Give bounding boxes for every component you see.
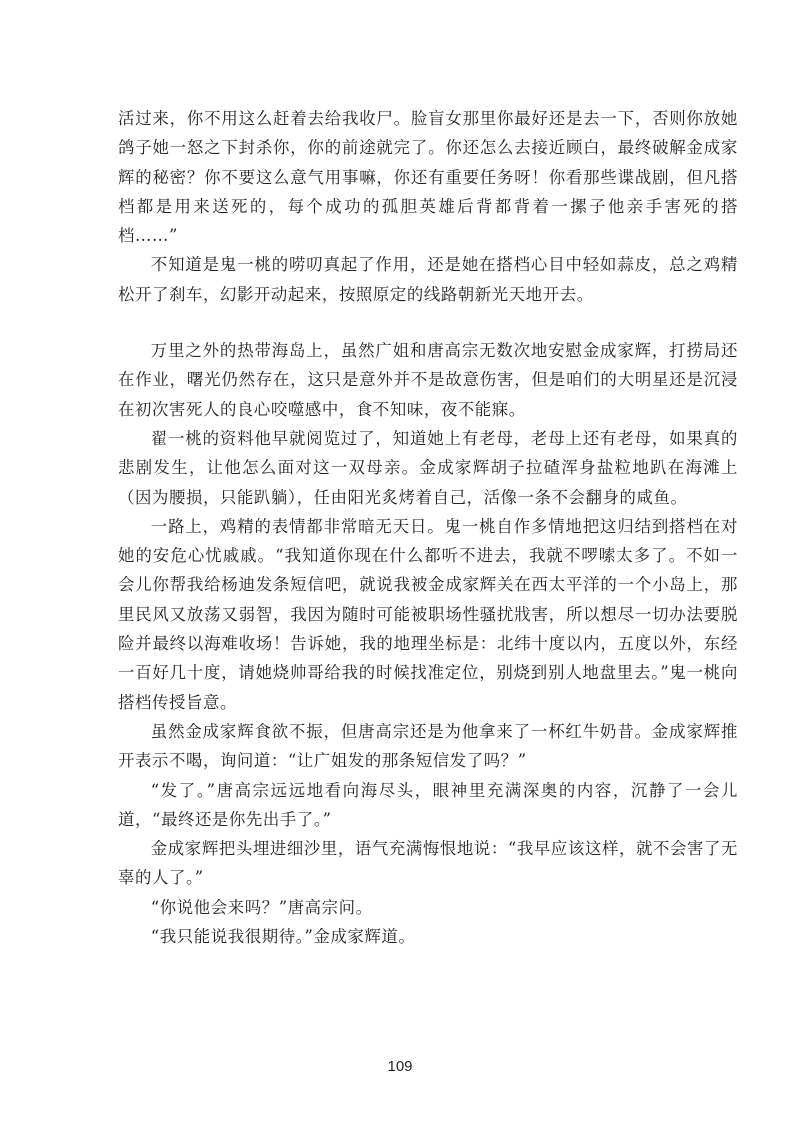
paragraph: “你说他会来吗？”唐高宗问。 — [150, 897, 373, 917]
paragraph: 翟一桃的资料他早就阅览过了，知道她上有老母，老母上还有老母，如果真的悲剧发生，让他怎么面对这一双母亲。金成家辉胡子拉碴浑身盐粒地趴在海滩上（因为腰损，只能趴躺），任由阳光炙烤着自己，活像一条不会翻身的咸鱼。 — [118, 428, 738, 507]
body-text — [118, 104, 738, 951]
paragraph: “我只能说我很期待。”金成家辉道。 — [150, 927, 416, 947]
paragraph: 不知道是鬼一桃的唠叨真起了作用，还是她在搭档心目中轻如蒜皮，总之鸡精松开了刹车，幻影开动起来，按照原定的线路朝新光天地开去。 — [118, 255, 738, 304]
paragraph: “发了。”唐高宗远远地看向海尽头，眼神里充满深奥的内容，沉静了一会儿道，“最终还是你先出手了。” — [118, 780, 738, 829]
page-number: 109 — [387, 1058, 413, 1075]
paragraph: 金成家辉把头埋进细沙里，语气充满悔恨地说：“我早应该这样，就不会害了无辜的人了。” — [118, 839, 738, 888]
paragraph: 万里之外的热带海岛上，虽然广姐和唐高宗无数次地安慰金成家辉，打捞局还在作业，曙光仍然存在，这只是意外并不是故意伤害，但是咱们的大明星还是沉浸在初次害死人的良心咬噬感中，食不知味，夜不能寐。 — [118, 341, 738, 419]
paragraph: 虽然金成家辉食欲不振，但唐高宗还是为他拿来了一杯红牛奶昔。金成家辉推开表示不喝，询问道：“让广姐发的那条短信发了吗？” — [118, 721, 738, 771]
paragraph-continued-dialogue: 活过来，你不用这么赶着去给我收尸。脸盲女那里你最好还是去一下，否则你放她鸽子她一怒之下封杀你，你的前途就完了。你还怎么去接近顾白，最终破解金成家辉的秘密？你不要这么意气用事嘛，你还有重要任务呀！你看那些谍战剧，但凡搭档都是用来送死的，每个成功的孤胆英雄后背都背着一摞子他亲手害死的搭档……” — [118, 109, 738, 246]
paragraph: 一路上，鸡精的表情都非常暗无天日。鬼一桃自作多情地把这归结到搭档在对她的安危心忧戚戚。“我知道你现在什么都听不进去，我就不啰嗦太多了。不如一会儿你帮我给杨迪发条短信吧，就说我被金成家辉关在西太平洋的一个小岛上，那里民风又放荡又弱智，我因为随时可能被职场性骚扰戕害，所以想尽一切办法要脱险并最终以海难收场！告诉她，我的地理坐标是：北纬十度以内，五度以外，东经一百好几十度，请她烧帅哥给我的时候找准定位，别烧到别人地盘里去。”鬼一桃向搭档传授旨意。 — [118, 516, 738, 712]
section-break — [118, 309, 738, 336]
